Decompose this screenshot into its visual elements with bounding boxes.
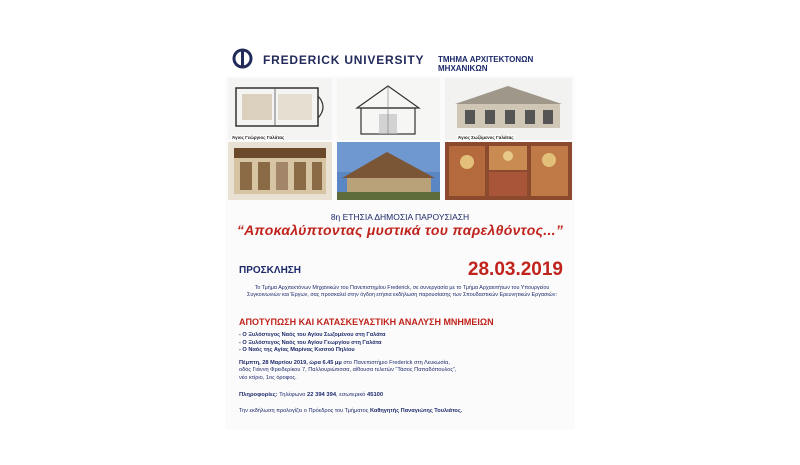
invitation-poster xyxy=(225,40,575,430)
list-item: - Ο Ξυλόστεγος Ναός του Αγίου Σωζομένου στη Γαλάτα xyxy=(239,332,386,338)
phone-text: Τηλέφωνο xyxy=(277,392,308,398)
list-item: - Ο Ναός της Αγίας Μαρίνας Κισσού Πηλίου xyxy=(239,347,355,354)
event-title: “Αποκαλύπτοντας μυστικά του παρελθόντος...” xyxy=(236,222,564,238)
presentation-topic: ΑΠΟΤΥΠΩΣΗ ΚΑΙ ΚΑΤΑΣΚΕΥΑΣΤΙΚΗ ΑΝΑΛΥΣΗ ΜΝΗΜΕΙΩΝ xyxy=(239,317,494,327)
footer-note xyxy=(239,408,462,414)
elevation-drawing-image xyxy=(445,78,572,140)
extension-text: , εσωτερικό xyxy=(336,392,367,398)
event-details xyxy=(239,360,559,382)
list-item: - Ο Ξυλόστεγος Ναός του Αγίου Γεωργίου στη Γαλάτα xyxy=(239,339,382,346)
event-datetime: Πέμπτη, 28 Μαρτίου 2019, ώρα 6.45 μμ xyxy=(239,360,342,366)
caption-agios-sozomenos: Άγιος Σωζόμενος Γαλάτας xyxy=(458,135,514,140)
church-exterior-photo xyxy=(337,142,440,200)
caption-agios-georgios: Άγιος Γεώργιος Γαλάτας xyxy=(232,135,285,140)
university-name: FREDERICK UNIVERSITY xyxy=(263,53,425,67)
monuments-list xyxy=(239,332,385,355)
event-floor: νέο κτίριο, 1ος όροφος. xyxy=(239,374,297,381)
interior-section-image xyxy=(228,142,332,200)
university-logo-icon xyxy=(232,48,253,69)
section-drawing-image xyxy=(337,78,440,140)
speaker-name: Καθηγητής Παναγιώτης Τουλιάτος. xyxy=(369,408,463,414)
event-venue: στο Πανεπιστήμιο Frederick στη Λευκωσία, xyxy=(341,360,450,366)
invitation-heading: ΠΡΟΣΚΛΗΣΗ xyxy=(239,265,302,276)
phone-number: 22 394 394 xyxy=(307,392,337,398)
contact-info xyxy=(239,392,383,398)
info-label: Πληροφορίες: xyxy=(239,392,278,398)
extension-number: 45100 xyxy=(367,392,384,398)
footer-text: Την εκδήλωση προλογίζει ο Πρόεδρος του Τμήματος xyxy=(239,408,370,414)
plan-drawing-image xyxy=(228,78,332,140)
invitation-intro: Το Τμήμα Αρχιτεκτόνων Μηχανικών του Πανεπιστημίου Frederick, σε συνεργασία με το Τμήμα Αρχαιοτήτων του Υπουργείου Συγκοινωνιών και Έργων, σας προσκαλεί στην όγδοη ετήσια εκδήλωση παρουσίασης των Σπουδαστικών Ερευνητικών Εργασιών: xyxy=(247,285,557,298)
event-address: οδός Γιάννη Φρειδερίκου 7, Παλλουριώτισσα, αίθουσα τελετών “Τάσος Παπαδόπουλος”, xyxy=(239,367,457,374)
event-date: 28.03.2019 xyxy=(467,259,563,280)
event-subtitle: 8η ΕΤΗΣΙΑ ΔΗΜΟΣΙΑ ΠΑΡΟΥΣΙΑΣΗ xyxy=(330,212,470,222)
poster-header xyxy=(225,40,575,76)
department-name: ΤΜΗΜΑ ΑΡΧΙΤΕΚΤΟΝΩΝ ΜΗΧΑΝΙΚΩΝ xyxy=(438,55,534,73)
frescoes-photo xyxy=(445,142,572,200)
